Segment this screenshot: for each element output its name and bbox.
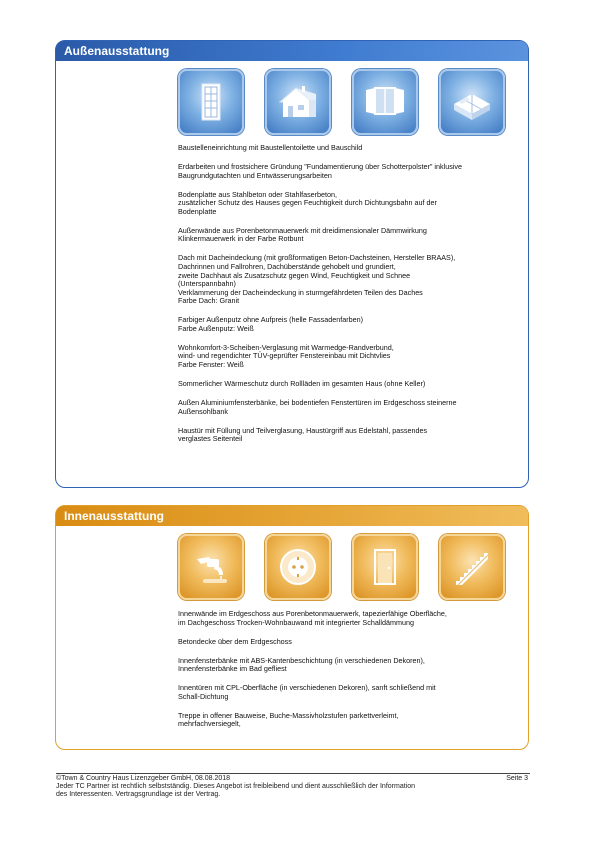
interior-section [55,505,529,750]
interior-feature-item: Innentüren mit CPL-Oberfläche (in verschiedenen Dekoren), sanft schließend mit Schall-Dichtung [178,683,436,701]
interior-section-title: Innenausstattung [56,506,528,526]
exterior-section [55,40,529,488]
exterior-feature-item: Außenwände aus Porenbetonmauerwerk mit dreidimensionaler Dämmwirkung Klinkermauerwerk in der Farbe Rotbunt [178,225,427,244]
window-shutters-icon [352,69,418,135]
exterior-feature-item: Dach mit Dacheindeckung (mit großformatigen Beton-Dachsteinen, Hersteller BRAAS), Dachrinnen und Fallrohren, Dachüberstände gehobelt und grundiert, zweite Dachhaut als Zusatzschutz gegen Wind, Feuchtigkeit und Schnee (Unterspannbahn) Verklammerung der Dacheindeckung in sturmgefährdeten Teilen des Daches Farbe Dach: Granit [178,253,456,306]
window-icon [178,69,244,135]
exterior-feature-item: Sommerlicher Wärmeschutz durch Rollläden im gesamten Haus (ohne Keller) [178,379,426,389]
exterior-feature-item: Außen Aluminiumfensterbänke, bei bodentiefen Fenstertüren im Erdgeschoss steinerne Außensohlbank [178,398,457,416]
exterior-feature-item: Erdarbeiten und frostsichere Gründung "Fundamentierung über Schotterpolster" inklusive Baugrundgutachten und Entwässerungsarbeiten [178,161,462,180]
exterior-feature-item: Bodenplatte aus Stahlbeton oder Stahlfaserbeton, zusätzlicher Schutz des Hauses gegen Feuchtigkeit durch Dichtungsbahn auf der Bodenplatte [178,189,437,216]
footer-copyright: ©Town & Country Haus Lizenzgeber GmbH, 08.08.2018 [56,775,231,782]
interior-feature-item: Innenwände im Erdgeschoss aus Porenbetonmauerwerk, tapezierfähige Oberfläche, im Dachgeschoss Trocken-Wohnbauwand mit integrierter Schalldämmung [178,609,447,627]
interior-feature-item: Betondecke über dem Erdgeschoss [178,636,292,646]
interior-icon-row [178,534,505,600]
footer-disclaimer-line-1: Jeder TC Partner ist rechtlich selbstständig. Dieses Angebot ist freibleibend und dient ausschließlich der Information [56,783,416,791]
exterior-feature-item: Baustelleneinrichtung mit Baustellentoilette und Bauschild [178,143,363,152]
door-icon [352,534,418,600]
exterior-feature-item: Farbiger Außenputz ohne Aufpreis (helle Fassadenfarben) Farbe Außenputz: Weiß [178,315,363,333]
interior-features-list [178,610,578,739]
interior-feature-item: Treppe in offener Bauweise, Buche-Massivholzstufen parkettverleimt, mehrfachversiegelt, [178,710,399,729]
staircase-icon [439,534,505,600]
power-socket-icon [265,534,331,600]
house-icon [265,69,331,135]
exterior-features-list [178,144,578,454]
exterior-feature-item: Haustür mit Füllung und Teilverglasung, Haustürgriff aus Edelstahl, passendes verglastes Seitenteil [178,425,428,444]
interior-feature-item: Innenfensterbänke mit ABS-Kantenbeschichtung (in verschiedenen Dekoren), Innenfensterbänke im Bad gefliest [178,655,425,674]
exterior-icon-row [178,69,505,135]
page-footer [56,773,530,800]
page-number: Seite 3 [506,775,528,782]
building-cutaway-icon [439,69,505,135]
exterior-section-title: Außenausstattung [56,41,528,61]
exterior-feature-item: Wohnkomfort-3-Scheiben-Verglasung mit Warmedge-Randverbund, wind- und regendichter TÜV-geprüfter Fenstereinbau mit Dichtvlies Farbe Fenster: Weiß [178,342,394,370]
footer-disclaimer-line-2: des Interessenten. Vertragsgrundlage ist der Vertrag. [56,791,221,799]
faucet-icon [178,534,244,600]
